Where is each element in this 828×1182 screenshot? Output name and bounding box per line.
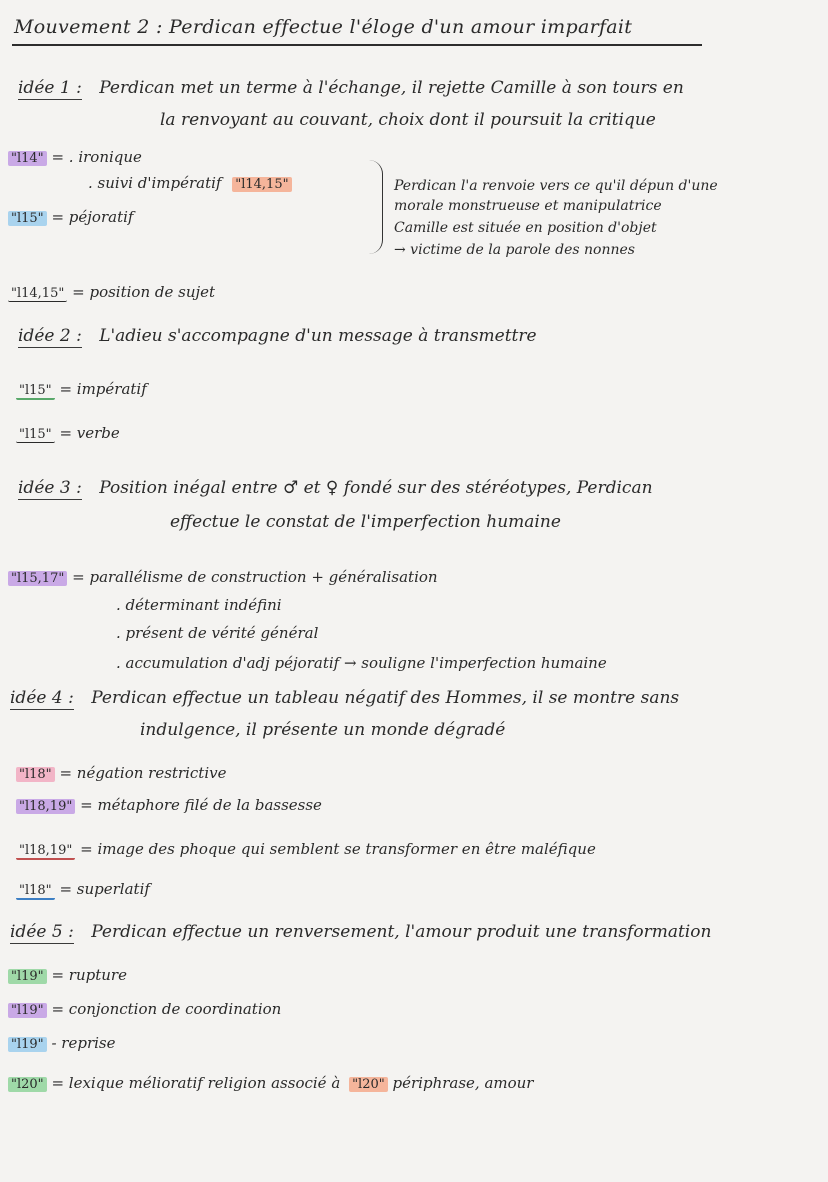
idee1-side4: → victime de la parole des nonnes <box>394 242 635 258</box>
title-text: Mouvement 2 : Perdican effectue l'éloge d'un amour imparfait <box>14 16 633 38</box>
idee3-bullet3: . accumulation d'adj péjoratif → souligne l'imperfection humaine <box>116 654 607 672</box>
remark-text: = superlatif <box>59 880 150 898</box>
idee1-side1: Perdican l'a renvoie vers ce qu'il dépun d'une <box>394 178 718 194</box>
idee3-line2: effectue le constat de l'imperfection humaine <box>170 512 561 532</box>
idee2-remark1 <box>16 380 147 400</box>
idee5-label: idée 5 : <box>10 922 74 942</box>
line-ref-tag: "l18,19" <box>16 843 75 860</box>
remark-text: = verbe <box>59 424 120 442</box>
idee4-remark3 <box>16 840 596 860</box>
line-ref-tag: "l14,15" <box>8 286 67 302</box>
idee4-remark4 <box>16 880 150 900</box>
line-ref-tag: "l18,19" <box>16 799 75 814</box>
idee4-line1: Perdican effectue un tableau négatif des Hommes, il se montre sans <box>91 688 680 708</box>
line-ref-tag: "l15" <box>16 427 55 443</box>
idee3-remark1 <box>8 568 438 586</box>
line-ref-tag: "l19" <box>8 1037 47 1052</box>
remark-text: = rupture <box>51 966 127 984</box>
idee1-remark1 <box>8 148 142 166</box>
line-ref-tag: "l19" <box>8 969 47 984</box>
line-ref-tag: "l20" <box>349 1077 388 1092</box>
idee1-remark1b <box>88 174 292 192</box>
idee3-label: idée 3 : <box>18 478 82 498</box>
idee4-label: idée 4 : <box>10 688 74 708</box>
line-ref-tag: "l14,15" <box>232 177 291 192</box>
idee3-bullet2: . présent de vérité général <box>116 624 319 642</box>
idee5-heading <box>10 922 711 942</box>
remark-text: = métaphore filé de la bassesse <box>80 796 322 814</box>
brace-icon <box>368 160 383 254</box>
remark-text: = lexique mélioratif religion associé à <box>51 1074 341 1092</box>
idee4-remark1 <box>16 764 226 782</box>
line-ref-tag: "l18" <box>16 767 55 782</box>
line-ref-tag: "l20" <box>8 1077 47 1092</box>
idee2-heading <box>18 326 537 346</box>
idee5-remark2 <box>8 1000 281 1018</box>
idee3-bullet1: . déterminant indéfini <box>116 596 282 614</box>
idee5-remark4 <box>8 1074 533 1092</box>
idee1-label: idée 1 : <box>18 78 82 98</box>
idee5-remark1 <box>8 966 127 984</box>
idee2-label: idée 2 : <box>18 326 82 346</box>
idee3-line1: Position inégal entre ♂ et ♀ fondé sur des stéréotypes, Perdican <box>99 478 653 498</box>
line-ref-tag: "l19" <box>8 1003 47 1018</box>
remark-text: = position de sujet <box>72 283 216 301</box>
idee1-remark2 <box>8 208 133 226</box>
idee5-line1: Perdican effectue un renversement, l'amour produit une transformation <box>91 922 712 942</box>
idee4-line2: indulgence, il présente un monde dégradé <box>140 720 506 740</box>
idee5-remark3 <box>8 1034 115 1052</box>
line-ref-tag: "l15,17" <box>8 571 67 586</box>
idee2-remark2 <box>16 424 120 443</box>
idee1-side2: morale monstrueuse et manipulatrice <box>394 198 662 214</box>
remark-text: . suivi d'impératif <box>88 174 222 192</box>
remark-text: = péjoratif <box>51 208 134 226</box>
remark-text: = impératif <box>59 380 147 398</box>
remark-text: = . ironique <box>51 148 142 166</box>
idee2-line1: L'adieu s'accompagne d'un message à transmettre <box>99 326 537 346</box>
remark-text: = conjonction de coordination <box>51 1000 282 1018</box>
idee3-heading <box>18 478 653 498</box>
idee4-heading <box>10 688 679 708</box>
title-underline <box>12 44 702 46</box>
remark-text: = parallélisme de construction + généralisation <box>72 568 438 586</box>
line-ref-tag: "l18" <box>16 883 55 900</box>
idee1-heading <box>18 78 684 98</box>
idee4-remark2 <box>16 796 322 814</box>
idee1-line2: la renvoyant au couvant, choix dont il poursuit la critique <box>160 110 656 130</box>
page-title <box>14 16 632 38</box>
remark-text: = image des phoque qui semblent se transformer en être maléfique <box>80 840 596 858</box>
remark-text: - reprise <box>51 1034 116 1052</box>
line-ref-tag: "l14" <box>8 151 47 166</box>
idee1-remark3 <box>8 283 215 302</box>
line-ref-tag: "l15" <box>8 211 47 226</box>
remark-text: = négation restrictive <box>59 764 227 782</box>
remark-text: périphrase, amour <box>392 1074 534 1092</box>
line-ref-tag: "l15" <box>16 383 55 400</box>
idee1-side3: Camille est située en position d'objet <box>394 220 657 236</box>
idee1-line1: Perdican met un terme à l'échange, il rejette Camille à son tours en <box>99 78 684 98</box>
